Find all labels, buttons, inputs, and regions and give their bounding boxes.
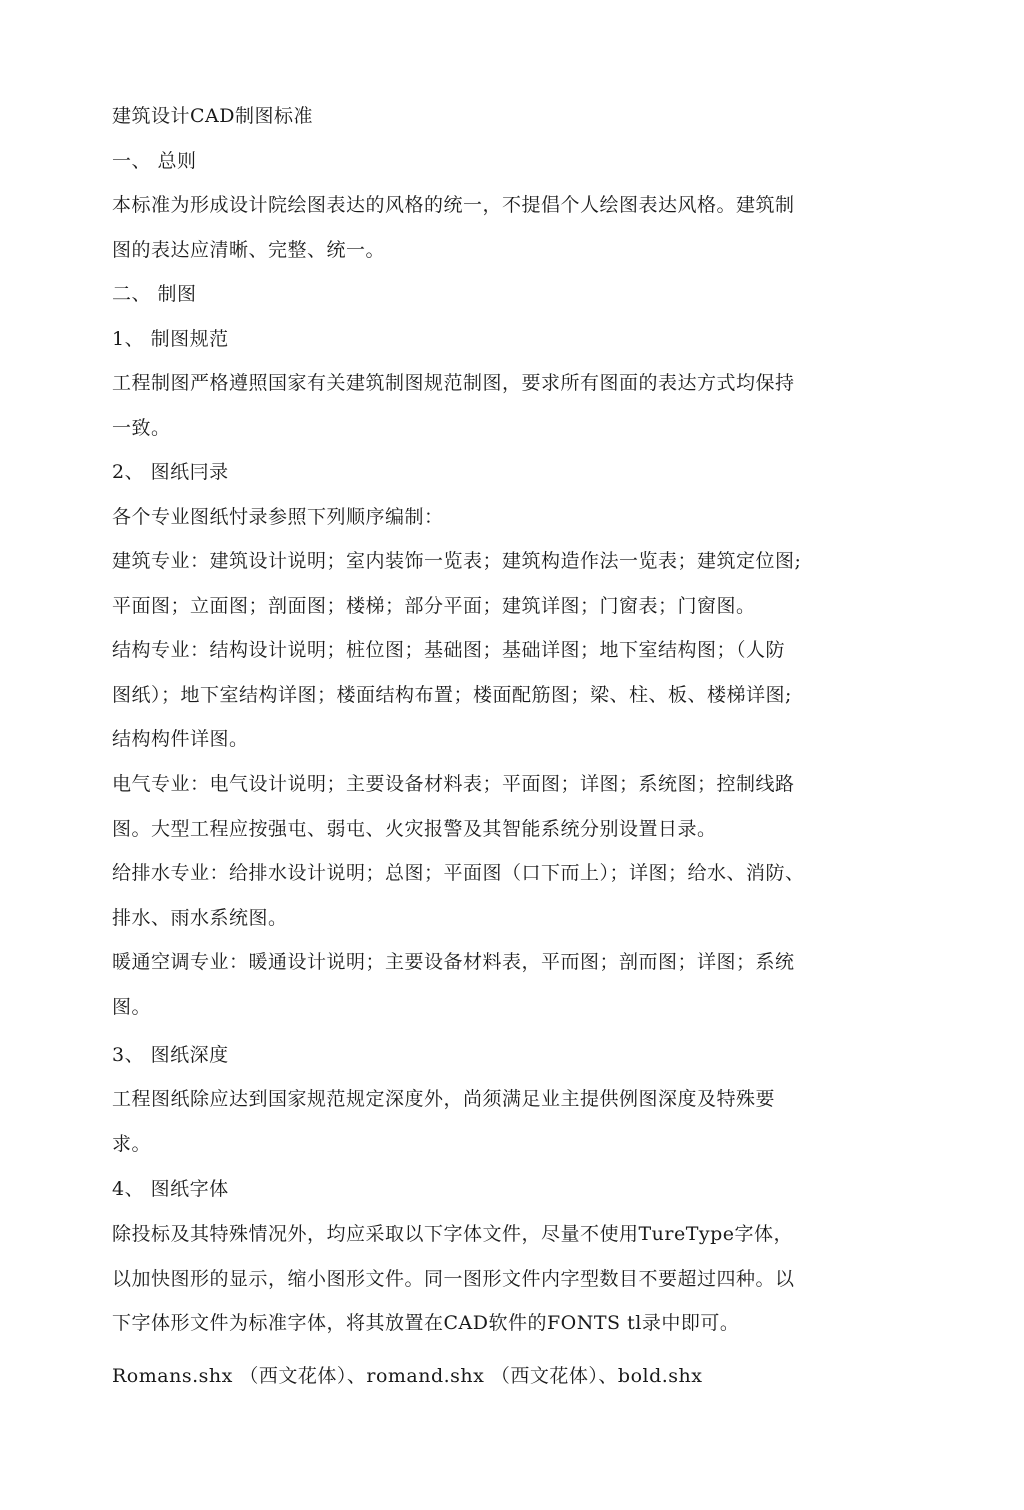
section-2-4-heading: 4、 图纸字体: [112, 1178, 229, 1200]
paragraph-line: 图的表达应清晰、完整、统一。: [112, 238, 386, 261]
paragraph-line: 工程制图严格遵照国家有关建筑制图规范制图，要求所有图面的表达方式均保持: [112, 372, 795, 394]
architecture-list: [112, 539, 892, 628]
paragraph-line: 结构专业：结构设计说明；桩位图；基础图；基础详图；地下室结构图；（人防: [112, 639, 786, 661]
paragraph-line: 暖通空调专业：暖通设计说明；主要设备材料表，平而图；剖而图；详图；系统: [112, 951, 795, 973]
section-2-2-intro: 各个专业图纸忖录参照下列顺序编制：: [112, 506, 444, 528]
document-title: 建筑设计CAD制图标准: [112, 105, 313, 127]
paragraph-line: 工程图纸除应达到国家规范规定深度外，尚须满足业主提供例图深度及特殊要: [112, 1088, 776, 1110]
paragraph-line: 电气专业：电气设计说明；主要设备材料表；平面图；详图；系统图；控制线路: [112, 773, 795, 795]
paragraph-line: 结构构件详图。: [112, 728, 249, 750]
paragraph-line: 下字体形文件为标准字体，将其放置在CAD软件的FONTS tl录中即可。: [112, 1312, 740, 1334]
paragraph-line: 给排水专业：给排水设计说明；总图；平面图（口下而上）；详图；给水、消防、: [112, 862, 805, 884]
hvac-list: [112, 940, 892, 1029]
paragraph-line: 一致。: [112, 416, 171, 439]
fonts-line: Romans.shx （西文花体）、romand.shx （西文花体）、bold.shx: [112, 1365, 703, 1387]
paragraph-line: 排水、雨水系统图。: [112, 906, 288, 929]
section-2-2-heading: 2、 图纸冃录: [112, 461, 229, 483]
section-2-1-body: [112, 361, 892, 450]
plumbing-list: [112, 851, 892, 940]
electrical-list: [112, 762, 892, 851]
section-2-1-heading: 1、 制图规范: [112, 328, 229, 350]
section-2-4-body: [112, 1212, 892, 1346]
paragraph-line: 图纸）；地下室结构详图；楼面结构布置；楼面配筋图；梁、柱、板、楼梯详图;: [112, 683, 792, 706]
section-2-3-body: [112, 1077, 892, 1166]
section-2-3-heading: 3、 图纸深度: [112, 1044, 229, 1066]
paragraph-line: 除投标及其特殊情况外，均应采取以下字体文件，尽量不使用TureType字体，: [112, 1223, 794, 1245]
section-1-body: [112, 183, 892, 272]
structure-list: [112, 628, 892, 762]
paragraph-line: 图。大型工程应按强屯、弱屯、火灾报警及其智能系统分别设置日录。: [112, 817, 717, 840]
paragraph-line: 平面图；立面图；剖面图；楼梯；部分平面；建筑详图；门窗表；门窗图。: [112, 594, 756, 617]
paragraph-line: 本标准为形成设计院绘图表达的风格的统一，不提倡个人绘图表达风格。建筑制: [112, 194, 795, 216]
paragraph-line: 以加快图形的显示，缩小图形文件。同一图形文件内字型数目不要超过四种。以: [112, 1267, 795, 1290]
section-1-heading: 一、 总则: [112, 150, 197, 172]
paragraph-line: 求。: [112, 1132, 152, 1155]
paragraph-line: 图。: [112, 995, 152, 1018]
section-2-heading: 二、 制图: [112, 283, 197, 305]
paragraph-line: 建筑专业：建筑设计说明；室内装饰一览表；建筑构造作法一览表；建筑定位图;: [112, 550, 802, 572]
